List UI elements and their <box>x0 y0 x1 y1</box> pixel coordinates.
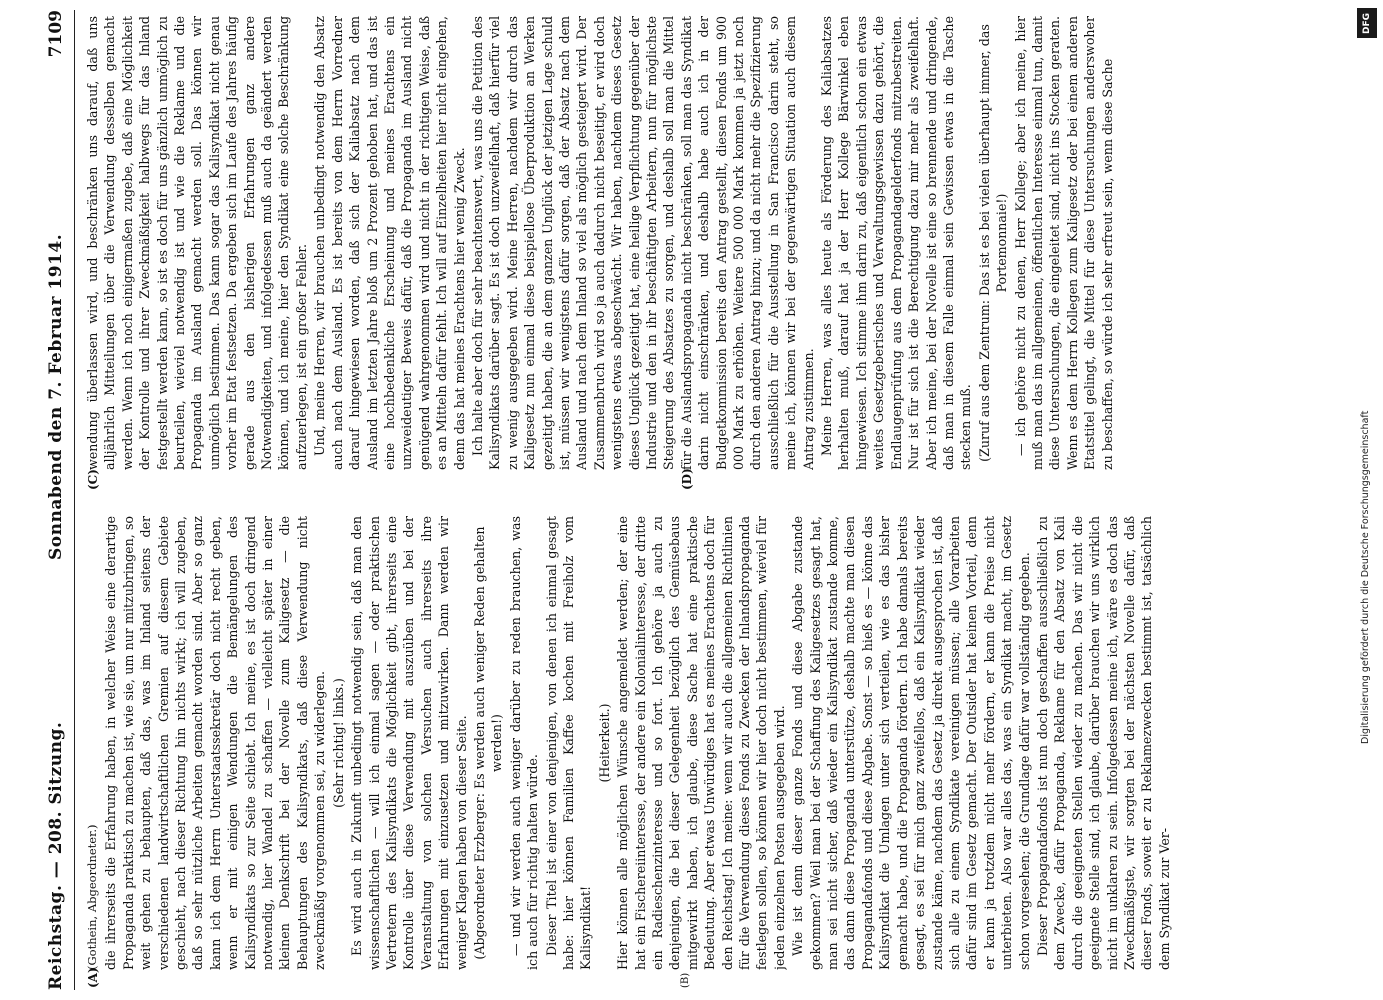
right-column <box>84 16 1324 470</box>
paragraph: — ich gehöre nicht zu denen, Herr Kollege; aber ich meine, hier muß man das im allgemeinen, öffentlichen Interesse einmal tun, damit diese Untersuchungen, die eingeleitet sind, nicht ins Stocken geraten. Wenn es dem Herrn Kollegen zum Kaligesetz oder bei einem anderen Etatstitel gelingt, die Mittel für diese Untersuchungen anderswoher zu beschaffen, so würde ich sehr erfreut sein, wenn diese Sache <box>1012 16 1115 470</box>
header-date: Sonnabend den 7. Februar 1914. <box>46 233 66 560</box>
page-number: 7109 <box>46 10 66 58</box>
header-left: Reichstag. — 208. Sitzung. <box>46 721 66 990</box>
paragraph: Wie ist denn dieser ganze Fonds und diese Abgabe zustande gekommen? Weil man bei der Schaffung des Kaligesetzes gesagt hat, man sei nicht sicher, daß wieder ein Kalisyndikat zustande komme, das dann diese Propaganda unterstütze, deshalb machte man diesen Propagandafonds und diese Abgabe. Sonst — so hieß es — könne das Kalisyndikat die Umlagen unter sich verteilen, wie es das bisher gemacht habe, und die Propaganda fördern. Ich habe damals bereits gesagt, es sei für mich ganz zweifellos, daß ein Kalisyndikat wieder zustande käme, nachdem das Gesetz ja direkt ausgesprochen ist, daß sich alle zu einem Syndikate vereinigen müssen; alle Vorarbeiten dafür sind im Gesetz gemacht. Der Outsider hat keinen Vorteil, denn er kann ja trotzdem nicht mehr fördern, er kann die Preise nicht unterbieten. Also war alles das, was ein Syndikat macht, im Gesetz schon vorgesehen; die Grundlage dafür war vollständig gegeben. <box>790 516 1032 970</box>
paragraph: — und wir werden auch weniger darüber zu reden brauchen, was ich auch für richtig halten würde. <box>507 516 541 970</box>
digitization-credit: Digitalisierung gefördert durch die Deutsche Forschungsgemeinschaft <box>1360 410 1371 744</box>
interjection: (Heiterkeit.) <box>596 703 612 783</box>
newspaper-page <box>40 10 1330 990</box>
interjection: (Sehr richtig! links.) <box>330 678 346 808</box>
paragraph: wendung überlassen wird, und beschränken uns darauf, daß uns alljährlich Mitteilungen über die Verwendung desselben gemacht werden. Wenn ich noch einigermaßen zugebe, daß eine Möglichkeit der Kontrolle und ihrer Zweckmäßigkeit halbwegs für das Inland festgestellt werden kann, so ist es doch für uns gänzlich unmöglich zu beurteilen, wieviel notwendig ist und wie die Reklame und die Propaganda im Ausland gemacht werden soll. Das können wir unmöglich bestimmen. Das kann sogar das Kalisyndikat nicht genau vorher im Etat festsetzen. Da ergeben sich im Laufe des Jahres häufig gerade aus den bisherigen Erfahrungen ganz andere Notwendigkeiten, und infolgedessen muß auch da geändert werden können, und ich meine, hier den Syndikat eine solche Beschränkung aufzuerlegen, ist ein großer Fehler. <box>85 16 309 470</box>
interjection: (Zuruf aus dem Zentrum: Das ist es bei vielen überhaupt immer, das Portemonnaie!) <box>976 24 1010 462</box>
margin-marker-c: (C) <box>86 469 100 490</box>
margin-marker-b: (B) <box>680 972 691 988</box>
paragraph: die ihrerseits die Erfahrung haben, in welcher Weise eine derartige Propaganda praktisch zu machen ist, wie sie, um nur mitzubringen, so weit gehen zu behaupten, daß das, was im Inland seitens der verschiedenen landwirtschaftlichen Gremien auf diesem Gebiete geschieht, nach dieser Richtung hin nichts wirkt; ich will zugeben, daß so sehr nützliche Arbeiten gemacht worden sind. Aber so ganz kann ich dem Herrn Unterstaatssekretär doch nicht recht geben, wenn er mit einigen Wendungen die Bemängelungen des Kalisyndikats so zur Seite schiebt. Ich meine, es ist doch dringend notwendig, hier Wandel zu schaffen — vielleicht später in einer kleinen Denkschrift bei der Novelle zum Kaligesetz — die Behauptungen des Kalisyndikats, daß diese Verwendung nicht zweckmäßig vorgenommen sei, zu widerlegen. <box>103 516 328 970</box>
paragraph: Dieser Titel ist einer von denjenigen, von denen ich einmal gesagt habe: hier können Familien Kaffee kochen mit Freiholz vom Kalisyndikat! <box>543 516 594 970</box>
interjection: (Abgeordneter Erzberger: Es werden auch weniger Reden gehalten werden!) <box>471 526 505 960</box>
left-column <box>84 516 1324 970</box>
margin-marker-d: (D) <box>680 468 694 490</box>
column-divider <box>84 499 1324 500</box>
paragraph: Hier können alle möglichen Wünsche angemeldet werden; der eine hat ein Fischereiinteresse, der andere ein Kolonialinteresse, der dritte ein Radieschenzinteresse und so fort. Ich gehöre ja auch zu denjenigen, die bei dieser Gelegenheit bezüglich des Gemüsebaus mitgewirkt haben, ich glaube, diese Sache hat eine praktische Bedeutung. Aber etwas Unwürdiges hat es meines Erachtens doch für den Reichstag! Ich meine: wenn wir auch die allgemeinen Richtlinien für die Verwendung dieses Fonds zu Zwecken der Inlandspropaganda festlegen sollen, so können wir hier doch nicht bestimmen, wieviel für jeden einzelnen Posten ausgegeben wird. <box>615 516 787 970</box>
paragraph: Und, meine Herren, wir brauchen unbedingt notwendig den Absatz auch nach dem Ausland. Es ist bereits von dem Herrn Vorredner darauf hingewiesen worden, daß sich der Kaliabsatz nach dem Ausland im letzten Jahre bloß um 2 Prozent gehoben hat, und das ist eine hochbedenkliche Erscheinung und meines Erachtens ein unzweideutiger Beweis dafür, daß die Propaganda im Ausland nicht genügend wahrgenommen wird und nicht in der richtigen Weise, daß es an Mitteln dafür fehlt. Ich will auf Einzelheiten hier nicht eingehen, denn das hat meines Erachtens hier wenig Zweck. <box>312 16 467 470</box>
digitization-note <box>1357 8 1377 998</box>
speaker-label: (Gothein, Abgeordneter.) <box>85 824 99 970</box>
page-header <box>40 10 75 990</box>
paragraph: Es wird auch in Zukunft unbedingt notwendig sein, daß man den wissenschaftlichen — will ich einmal sagen — oder praktischen Vertretern des Kalisyndikats die Möglichkeit gibt, ihrerseits eine Kontrolle über diese Verwendung mit auszuüben und bei der Veranstaltung von solchen Versuchen auch ihrerseits ihre Erfahrungen mit einzusetzen und mitzuwirken. Dann werden wir weniger Klagen haben von dieser Seite. <box>349 516 469 970</box>
paragraph: Dieser Propagandafonds ist nun doch geschaffen ausschließlich zu dem Zwecke, dafür Propaganda, Reklame für den Absatz von Kali durch die geeigneten Stellen wieder zu machen. Das wir nicht die geeignete Stelle sind, ich glaube, darüber brauchen wir uns wirklich nicht im unklaren zu sein. Infolgedessen meine ich, wäre es doch das Zweckmäßigste, wir sorgten bei der nächsten Novelle dafür, daß dieser Fonds, soweit er zu Reklamezwecken bestimmt ist, tatsächlich dem Syndikat zur Ver- <box>1034 516 1172 970</box>
margin-marker-a: (A) <box>86 967 100 988</box>
paragraph: Ich halte aber doch für sehr beachtenswert, was uns die Petition des Kalisyndikats darüber sagt. Es ist doch unzweifelhaft, daß hierfür viel zu wenig ausgegeben wird. Meine Herren, nachdem wir durch das Kaligesetz nun einmal diese beispiellose Überproduktion an Werken gezeitigt haben, die an dem ganzen Unglück der jetzigen Lage schuld ist, müssen wir wenigstens dafür sorgen, daß der Absatz nach dem Ausland und nach dem Inland so viel als möglich gesteigert wird. Der Zusammenbruch wird so ja auch dadurch nicht beseitigt, er wird doch wenigstens etwas abgeschwächt. Wir haben, nachdem dieses Gesetz dieses Unglück gezeitigt hat, eine heilige Verpflichtung gegenüber der Industrie und den in ihr beschäftigten Arbeitern, nun für möglichste Steigerung des Absatzes zu sorgen, und deshalb soll man die Mittel für die Auslandspropaganda nicht beschränken, soll man das Syndikat darin nicht einschränken, und deshalb habe auch ich in der Budgetkommission bereits den Antrag gestellt, diesen Fonds um 900 000 Mark zu erhöhen. Weitere 500 000 Mark kommen ja jetzt noch durch den anderen Antrag hinzu; und da nicht mehr die Spezifizierung ausschließlich für die Ausstellung in San Francisco darin steht, so meine ich, können wir bei der gegenwärtigen Situation auch diesem Antrag zustimmen. <box>469 16 816 470</box>
dfg-logo: DFG <box>1357 8 1377 38</box>
paragraph: Meine Herren, was alles heute als Förderung des Kaliabsatzes herhalten muß, darauf hat ja der Herr Kollege Bärwinkel eben hingewiesen. Ich stimme ihm darin zu, daß eigentlich schon ein etwas weites Gesetzgeberisches und Verwaltungsgewissen dazu gehört, die Endlaugenprüfung aus dem Propagandagelderfonds mitzubestreiten. Nur ist für sich ist die Berechtigung dazu mir mehr als zweifelhaft. Aber ich meine, bei der Novelle ist eine so brennende und dringende, daß man in diesem Falle einmal sein Gewissen etwas in die Tasche stecken muß. <box>819 16 974 470</box>
